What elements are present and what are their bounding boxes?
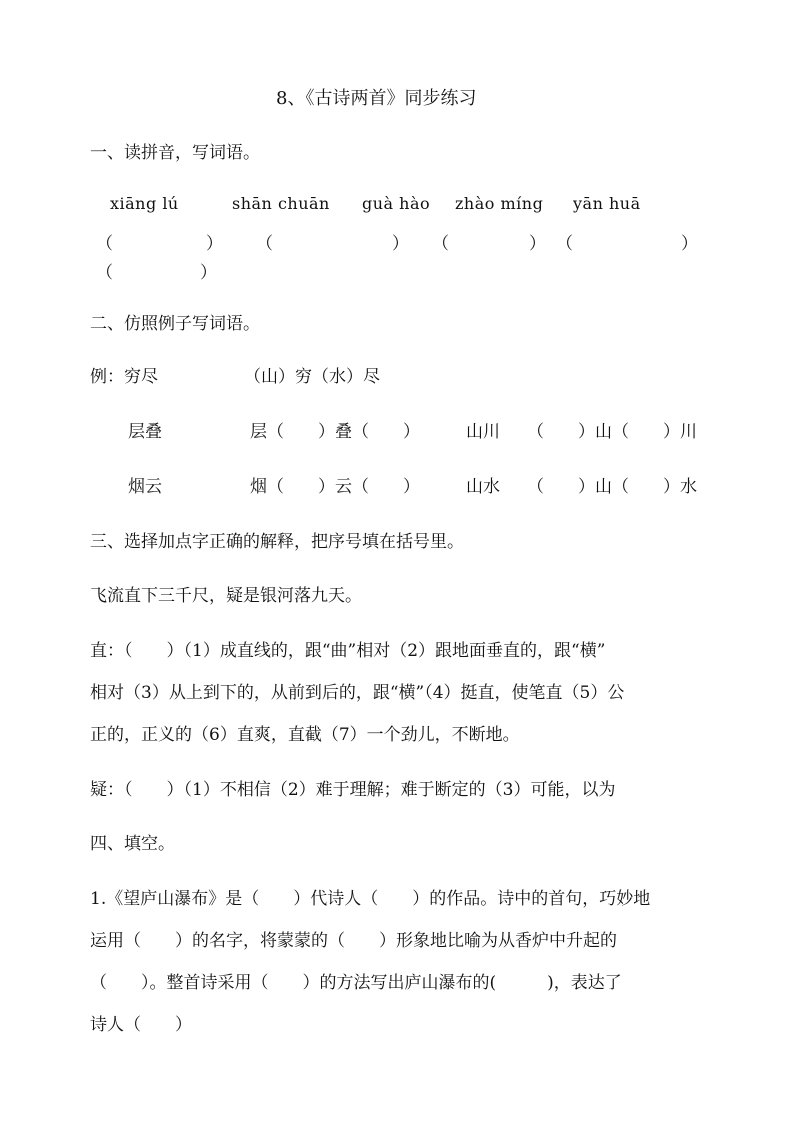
fill-blank-line: （ ）。整首诗采用（ ）的方法写出庐山瀑布的( )，表达了 <box>90 973 622 993</box>
pinyin-1: xiāng lú <box>110 194 179 213</box>
answer-blank-2-close: ） <box>392 234 409 254</box>
exercise-word: 山川 <box>466 422 500 442</box>
section-4-heading: 四、填空。 <box>90 834 175 854</box>
exercise-word: 山水 <box>466 477 500 497</box>
example-answer: （山）穷（水）尽 <box>244 367 380 387</box>
section-1-heading: 一、读拼音，写词语。 <box>90 143 260 163</box>
exercise-pattern: （ ）山（ ）川 <box>527 422 697 442</box>
pinyin-5: yān huā <box>573 194 641 213</box>
pinyin-2: shān chuān <box>232 194 330 213</box>
poem-verse: 飞流直下三千尺，疑是银河落九天。 <box>90 586 362 606</box>
answer-blank-5-close: ） <box>200 263 217 283</box>
pinyin-3: guà hào <box>362 194 431 213</box>
page-title: 8、《古诗两首》同步练习 <box>276 88 477 109</box>
exercise-pattern: （ ）山（ ）水 <box>527 477 697 497</box>
answer-blank-4-close: ） <box>681 234 698 254</box>
pinyin-4: zhào míng <box>455 194 544 213</box>
answer-blank-4-open: （ <box>556 234 573 254</box>
zhi-definitions-line: 正的，正义的（6）直爽，直截（7）一个劲儿，不断地。 <box>90 725 520 745</box>
zhi-definitions-line: 相对（3）从上到下的，从前到后的，跟“横”（4）挺直，使笔直（5）公 <box>90 683 625 703</box>
fill-blank-line: 运用（ ）的名字，将蒙蒙的（ ）形象地比喻为从香炉中升起的 <box>90 931 617 951</box>
answer-blank-3-open: （ <box>432 234 449 254</box>
yi-definitions-line: 疑：（ ）（1）不相信（2）难于理解；难于断定的（3）可能，以为 <box>90 780 616 800</box>
section-3-heading: 三、选择加点字正确的解释，把序号填在括号里。 <box>90 532 464 552</box>
answer-blank-1-open: （ <box>96 234 113 254</box>
zhi-definitions-line: 直：（ ）（1）成直线的，跟“曲”相对（2）跟地面垂直的，跟“横” <box>90 641 606 661</box>
answer-blank-3-close: ） <box>529 234 546 254</box>
answer-blank-1-close: ） <box>206 234 223 254</box>
exercise-word: 层叠 <box>128 422 162 442</box>
exercise-pattern: 层（ ）叠（ ） <box>250 422 420 442</box>
exercise-word: 烟云 <box>128 477 162 497</box>
section-2-heading: 二、仿照例子写词语。 <box>90 314 260 334</box>
fill-blank-line: 1.《望庐山瀑布》是（ ）代诗人（ ）的作品。诗中的首句，巧妙地 <box>90 889 651 909</box>
fill-blank-line: 诗人（ ） <box>90 1015 192 1035</box>
example-label: 例：穷尽 <box>90 367 158 387</box>
exercise-pattern: 烟（ ）云（ ） <box>250 477 420 497</box>
answer-blank-2-open: （ <box>256 234 273 254</box>
answer-blank-5-open: （ <box>96 263 113 283</box>
